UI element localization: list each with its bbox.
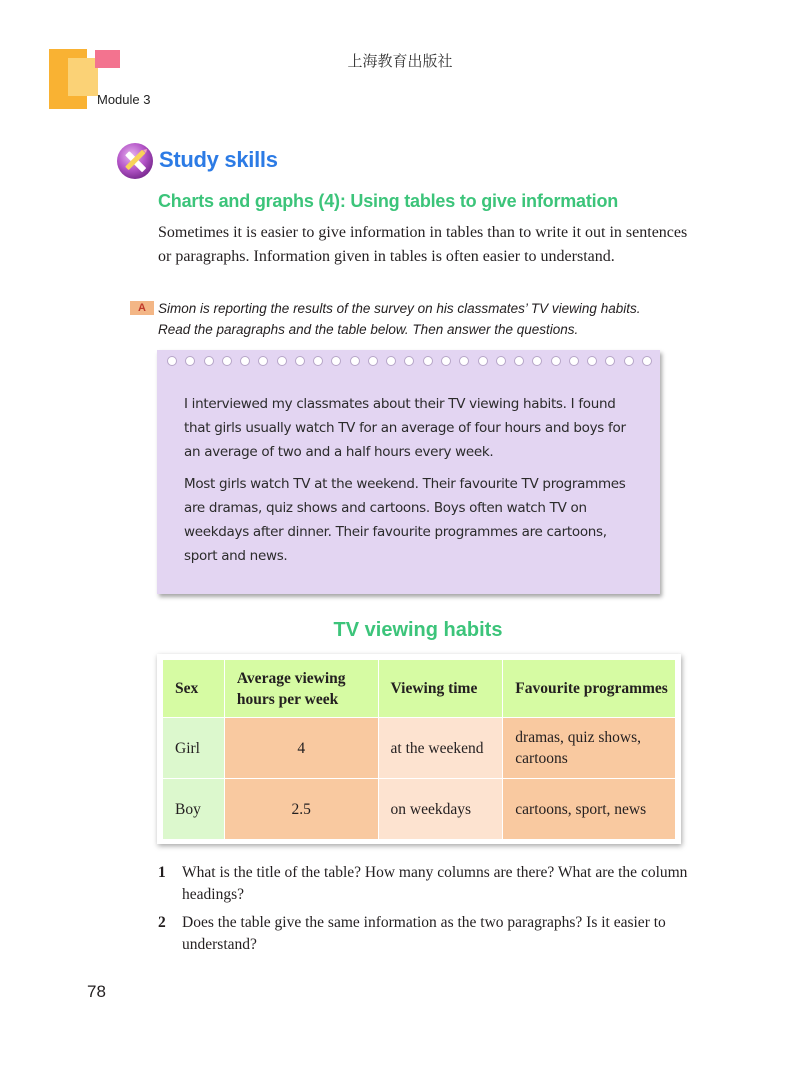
question-text: Does the table give the same information as the two paragraphs? Is it easier to understand?	[182, 914, 666, 953]
section-subtitle: Charts and graphs (4): Using tables to give information	[158, 191, 619, 211]
table-cell: dramas, quiz shows, cartoons	[503, 718, 676, 779]
pencil-ruler-icon	[116, 142, 154, 180]
note-paragraph-1: I interviewed my classmates about their TV viewing habits. I found that girls usually watch TV for an average of four hours and boys for an average of two and a half hours every week.	[184, 396, 626, 460]
question-text: What is the title of the table? How many columns are there? What are the column headings?	[182, 864, 688, 903]
question-number: 1	[158, 864, 166, 881]
table-cell: cartoons, sport, news	[503, 779, 676, 840]
module-label: Module 3	[97, 92, 151, 107]
publisher-name: 上海教育出版社	[347, 52, 453, 70]
table-cell: at the weekend	[378, 718, 503, 779]
question-number: 2	[158, 914, 166, 931]
table-header-row	[163, 660, 676, 718]
header-cell: Viewing time	[378, 660, 503, 718]
table-cell: Boy	[163, 779, 225, 840]
intro-text: Sometimes it is easier to give information in tables than to write it out in sentences or paragraphs. Information given in tables is often easier to understand.	[158, 224, 688, 265]
header-cell: Average viewing hours per week	[224, 660, 378, 718]
task-badge: A	[130, 301, 154, 315]
table-cell: 2.5	[224, 779, 378, 840]
instruction-line-1: Simon is reporting the results of the survey on his classmates’ TV viewing habits.	[158, 301, 641, 316]
table-cell: 4	[224, 718, 378, 779]
binder-holes	[167, 356, 652, 368]
table-card	[157, 654, 681, 844]
table-row	[163, 779, 676, 840]
instruction-line-2: Read the paragraphs and the table below. Then answer the questions.	[158, 322, 579, 337]
task-instruction	[158, 298, 688, 340]
question-2	[158, 912, 688, 956]
notebook-note	[157, 350, 660, 594]
table-cell: Girl	[163, 718, 225, 779]
table-cell: on weekdays	[378, 779, 503, 840]
page-number: 78	[87, 982, 106, 1001]
question-1	[158, 862, 688, 906]
note-paragraph-2: Most girls watch TV at the weekend. Their favourite TV programmes are dramas, quiz shows and cartoons. Boys often watch TV on weekdays after dinner. Their favourite programmes are cartoons, sport and news.	[184, 476, 626, 564]
table-row	[163, 718, 676, 779]
header-cell: Favourite programmes	[503, 660, 676, 718]
table-title: TV viewing habits	[333, 619, 503, 641]
habits-table	[162, 659, 676, 840]
header-cell: Sex	[163, 660, 225, 718]
section-title: Study skills	[159, 147, 278, 172]
